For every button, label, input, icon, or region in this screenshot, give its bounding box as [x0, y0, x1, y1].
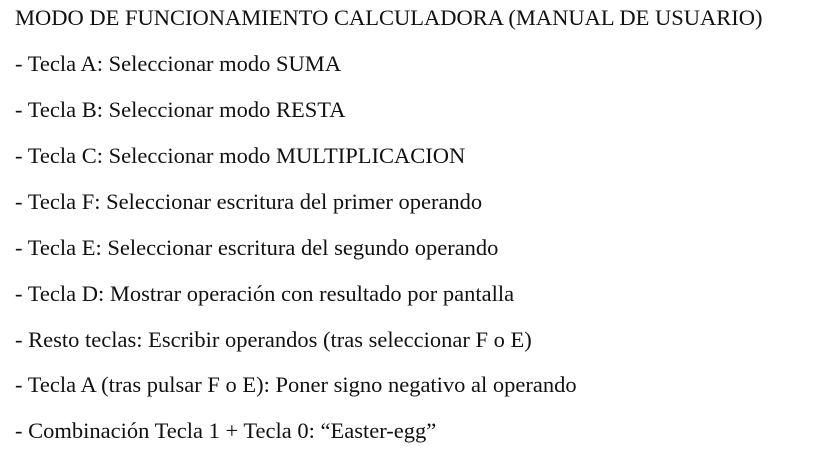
list-item: - Tecla D: Mostrar operación con resultado por pantalla: [15, 281, 515, 306]
list-item: - Tecla E: Seleccionar escritura del segundo operando: [15, 235, 499, 260]
list-item: - Tecla C: Seleccionar modo MULTIPLICACION: [15, 143, 466, 168]
list-item: - Tecla B: Seleccionar modo RESTA: [15, 97, 346, 122]
document-title: MODO DE FUNCIONAMIENTO CALCULADORA (MANUAL DE USUARIO): [15, 5, 763, 30]
list-item: - Tecla F: Seleccionar escritura del primer operando: [15, 189, 483, 214]
list-item: - Resto teclas: Escribir operandos (tras seleccionar F o E): [15, 327, 532, 352]
list-item: - Combinación Tecla 1 + Tecla 0: “Easter-egg”: [15, 418, 437, 443]
list-item: - Tecla A: Seleccionar modo SUMA: [15, 51, 342, 76]
list-item: - Tecla A (tras pulsar F o E): Poner signo negativo al operando: [15, 372, 577, 397]
